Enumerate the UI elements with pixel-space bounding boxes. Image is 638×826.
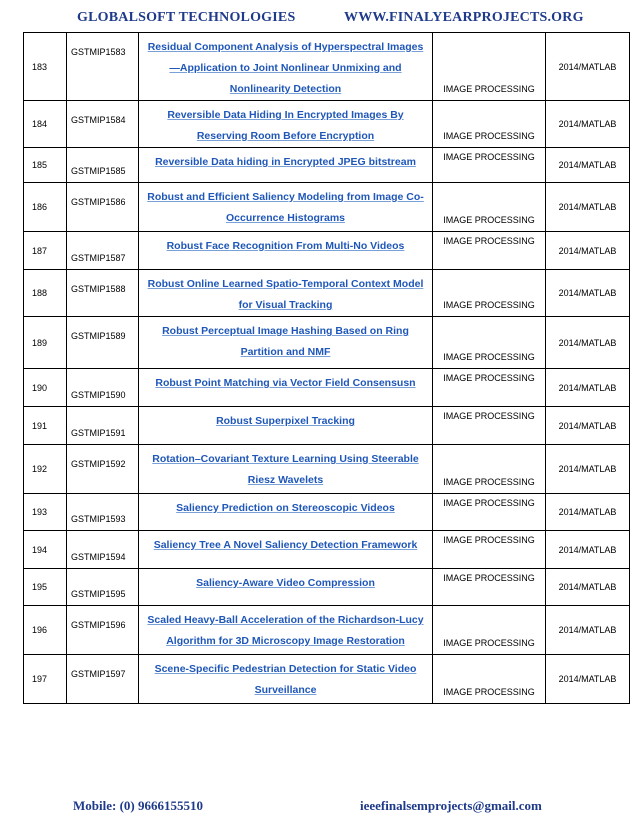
project-title-link[interactable]: Robust Superpixel Tracking: [216, 415, 355, 427]
project-title-cell: [139, 445, 433, 494]
projects-table-body: [24, 33, 630, 704]
row-number: 191: [24, 407, 67, 445]
row-number: 195: [24, 569, 67, 606]
company-name: GLOBALSOFT TECHNOLOGIES: [77, 10, 296, 25]
row-number: 189: [24, 317, 67, 369]
page-footer: [0, 796, 638, 818]
project-title-cell: [139, 494, 433, 531]
row-number: 185: [24, 148, 67, 183]
row-number: 186: [24, 183, 67, 232]
table-row: [24, 148, 630, 183]
project-domain: IMAGE PROCESSING: [433, 101, 546, 148]
project-domain: IMAGE PROCESSING: [433, 232, 546, 270]
project-title-cell: [139, 270, 433, 317]
project-title-link[interactable]: Robust Face Recognition From Multi-No Videos: [166, 240, 405, 252]
table-row: [24, 183, 630, 232]
project-title-cell: [139, 531, 433, 569]
row-number: 196: [24, 606, 67, 655]
row-number: 197: [24, 655, 67, 704]
project-title-link[interactable]: Robust Online Learned Spatio-Temporal Context Model for Visual Tracking: [147, 278, 424, 311]
project-title-link[interactable]: Scene-Specific Pedestrian Detection for Static Video Surveillance: [154, 663, 417, 696]
row-number: 184: [24, 101, 67, 148]
project-title-cell: [139, 317, 433, 369]
project-year-tool: 2014/MATLAB: [546, 494, 630, 531]
project-code: GSTMIP1597: [67, 655, 139, 704]
project-year-tool: 2014/MATLAB: [546, 101, 630, 148]
row-number: 194: [24, 531, 67, 569]
project-title-cell: [139, 232, 433, 270]
table-row: [24, 101, 630, 148]
project-title-cell: [139, 606, 433, 655]
table-row: [24, 445, 630, 494]
project-domain: IMAGE PROCESSING: [433, 148, 546, 183]
project-code: GSTMIP1586: [67, 183, 139, 232]
project-code: GSTMIP1589: [67, 317, 139, 369]
project-title-link[interactable]: Scaled Heavy-Ball Acceleration of the Richardson-Lucy Algorithm for 3D Microscopy Image Restoration: [147, 614, 424, 647]
project-title-link[interactable]: Reversible Data Hiding In Encrypted Images By Reserving Room Before Encryption: [167, 109, 404, 142]
row-number: 193: [24, 494, 67, 531]
project-year-tool: 2014/MATLAB: [546, 148, 630, 183]
project-title-link[interactable]: Robust Perceptual Image Hashing Based on Ring Partition and NMF: [162, 325, 409, 358]
project-year-tool: 2014/MATLAB: [546, 33, 630, 101]
contact-email: ieeefinalsemprojects@gmail.com: [360, 798, 542, 813]
project-code: GSTMIP1588: [67, 270, 139, 317]
project-code: GSTMIP1583: [67, 33, 139, 101]
project-title-link[interactable]: Residual Component Analysis of Hyperspectral Images—Application to Joint Nonlinear Unmixing and Nonlinearity Detection: [147, 41, 424, 95]
project-code: GSTMIP1595: [67, 569, 139, 606]
project-code: GSTMIP1590: [67, 369, 139, 407]
table-row: [24, 531, 630, 569]
table-row: [24, 655, 630, 704]
project-title-link[interactable]: Reversible Data hiding in Encrypted JPEG bitstream: [155, 156, 416, 168]
page-header: [0, 8, 638, 30]
row-number: 187: [24, 232, 67, 270]
table-row: [24, 606, 630, 655]
table-row: [24, 407, 630, 445]
project-code: GSTMIP1585: [67, 148, 139, 183]
table-row: [24, 33, 630, 101]
project-year-tool: 2014/MATLAB: [546, 183, 630, 232]
project-title-cell: [139, 183, 433, 232]
project-domain: IMAGE PROCESSING: [433, 407, 546, 445]
row-number: 183: [24, 33, 67, 101]
project-domain: IMAGE PROCESSING: [433, 183, 546, 232]
project-domain: IMAGE PROCESSING: [433, 569, 546, 606]
mobile-number: Mobile: (0) 9666155510: [73, 798, 203, 813]
project-title-cell: [139, 101, 433, 148]
table-row: [24, 369, 630, 407]
project-title-link[interactable]: Saliency Prediction on Stereoscopic Videos: [176, 502, 395, 514]
project-domain: IMAGE PROCESSING: [433, 655, 546, 704]
project-domain: IMAGE PROCESSING: [433, 369, 546, 407]
project-title-cell: [139, 569, 433, 606]
project-title-link[interactable]: Saliency-Aware Video Compression: [196, 577, 375, 589]
project-domain: IMAGE PROCESSING: [433, 317, 546, 369]
project-title-link[interactable]: Saliency Tree A Novel Saliency Detection Framework: [153, 539, 418, 551]
row-number: 192: [24, 445, 67, 494]
project-code: GSTMIP1592: [67, 445, 139, 494]
project-title-link[interactable]: Rotation–Covariant Texture Learning Using Steerable Riesz Wavelets: [152, 453, 419, 486]
project-code: GSTMIP1593: [67, 494, 139, 531]
project-year-tool: 2014/MATLAB: [546, 445, 630, 494]
project-year-tool: 2014/MATLAB: [546, 569, 630, 606]
project-domain: IMAGE PROCESSING: [433, 531, 546, 569]
project-domain: IMAGE PROCESSING: [433, 33, 546, 101]
project-code: GSTMIP1584: [67, 101, 139, 148]
project-year-tool: 2014/MATLAB: [546, 407, 630, 445]
table-row: [24, 270, 630, 317]
row-number: 188: [24, 270, 67, 317]
project-year-tool: 2014/MATLAB: [546, 317, 630, 369]
project-title-cell: [139, 407, 433, 445]
project-title-link[interactable]: Robust Point Matching via Vector Field Consensusn: [155, 377, 416, 389]
table-row: [24, 317, 630, 369]
project-year-tool: 2014/MATLAB: [546, 369, 630, 407]
project-code: GSTMIP1591: [67, 407, 139, 445]
projects-table: [23, 32, 630, 704]
table-row: [24, 232, 630, 270]
project-domain: IMAGE PROCESSING: [433, 494, 546, 531]
project-code: GSTMIP1596: [67, 606, 139, 655]
project-year-tool: 2014/MATLAB: [546, 606, 630, 655]
website-url: WWW.FINALYEARPROJECTS.ORG: [344, 10, 584, 25]
project-year-tool: 2014/MATLAB: [546, 232, 630, 270]
project-code: GSTMIP1594: [67, 531, 139, 569]
table-row: [24, 494, 630, 531]
project-title-cell: [139, 369, 433, 407]
project-code: GSTMIP1587: [67, 232, 139, 270]
project-domain: IMAGE PROCESSING: [433, 606, 546, 655]
project-title-link[interactable]: Robust and Efficient Saliency Modeling from Image Co-Occurrence Histograms: [147, 191, 424, 224]
project-title-cell: [139, 148, 433, 183]
project-domain: IMAGE PROCESSING: [433, 270, 546, 317]
project-domain: IMAGE PROCESSING: [433, 445, 546, 494]
project-title-cell: [139, 33, 433, 101]
project-year-tool: 2014/MATLAB: [546, 655, 630, 704]
project-year-tool: 2014/MATLAB: [546, 531, 630, 569]
row-number: 190: [24, 369, 67, 407]
table-row: [24, 569, 630, 606]
project-year-tool: 2014/MATLAB: [546, 270, 630, 317]
project-title-cell: [139, 655, 433, 704]
